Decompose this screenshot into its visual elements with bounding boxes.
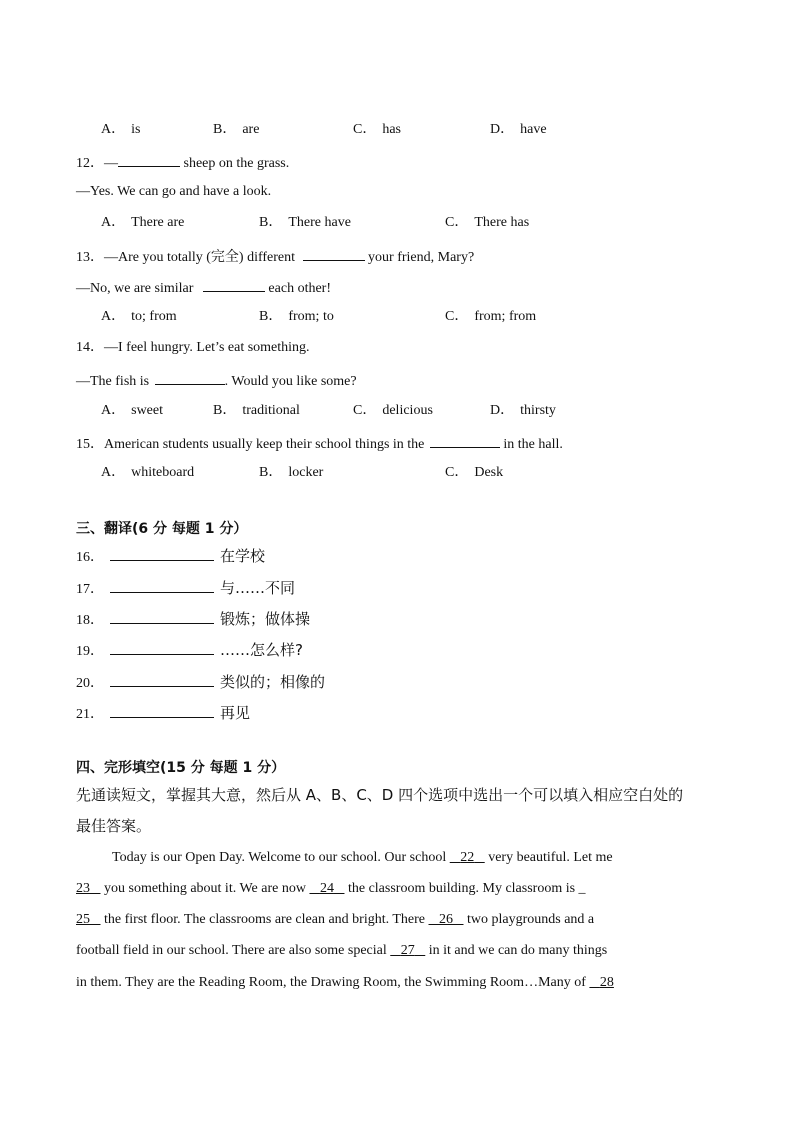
q12-prompt: 12．— sheep on the grass. — [76, 152, 289, 173]
cloze-blank-25: 25 — [76, 912, 90, 927]
option-a: A． is — [101, 122, 141, 137]
answer-blank — [203, 277, 265, 292]
option-a: A． There are — [101, 215, 185, 230]
section-4-title: 四、完形填空(15 分 每题 1 分） — [76, 760, 286, 776]
passage-line: 23 you something about it. We are now 24 the classroom building. My classroom is _ — [76, 881, 586, 896]
option-b: B． There have — [259, 215, 351, 230]
instruction-line: 先通读短文，掌握其大意，然后从 A、B、C、D 四个选项中选出一个可以填入相应空白处的 — [76, 786, 684, 804]
answer-blank — [110, 609, 214, 624]
option-a: A． to; from — [101, 309, 177, 324]
q12-reply: —Yes. We can go and have a look. — [76, 184, 272, 199]
q13-options — [101, 308, 536, 326]
q15-options — [101, 464, 503, 482]
question-number: 12． — [76, 156, 104, 171]
answer-blank — [118, 152, 180, 167]
q12-options — [101, 214, 529, 232]
option-c: C． has — [353, 122, 402, 137]
question-number: 13． — [76, 250, 104, 265]
option-c: C． There has — [445, 215, 530, 230]
option-d: D． thirsty — [490, 403, 556, 418]
option-a: A． sweet — [101, 403, 164, 418]
translation-item: 19． ……怎么样? — [76, 641, 303, 659]
answer-blank — [303, 246, 365, 261]
q14-prompt: 14．—I feel hungry. Let’s eat something. — [76, 340, 310, 355]
translation-item: 16． 在学校 — [76, 547, 266, 565]
q14-reply: —The fish is . Would you like some? — [76, 370, 357, 391]
answer-blank — [110, 672, 214, 687]
option-c: C． Desk — [445, 465, 504, 480]
passage-line: 25 the first floor. The classrooms are clean and bright. There 26 two playgrounds and a — [76, 912, 595, 927]
answer-blank — [155, 370, 225, 385]
q13-prompt: 13．—Are you totally (完全) different your friend, Mary? — [76, 246, 474, 267]
answer-blank — [110, 640, 214, 655]
translation-item: 20． 类似的；相像的 — [76, 673, 326, 691]
option-a: A． whiteboard — [101, 465, 195, 480]
translation-item: 17． 与……不同 — [76, 579, 296, 597]
passage-line: football field in our school. There are also some special 27 in it and we can do many things — [76, 943, 608, 958]
passage-line: Today is our Open Day. Welcome to our school. Our school 22 very beautiful. Let me — [112, 850, 613, 865]
answer-blank — [110, 703, 214, 718]
instruction-line: 最佳答案。 — [76, 817, 152, 835]
option-b: B． are — [213, 122, 260, 137]
option-c: C． from; from — [445, 309, 537, 324]
answer-blank — [110, 578, 214, 593]
cloze-blank-26: 26 — [439, 912, 453, 927]
q15-prompt: 15．American students usually keep their school things in the in the hall. — [76, 433, 563, 454]
passage-line: in them. They are the Reading Room, the Drawing Room, the Swimming Room…Many of 28 — [76, 975, 614, 990]
cloze-blank-24: 24 — [319, 881, 334, 896]
option-b: B． locker — [259, 465, 324, 480]
option-b: B． from; to — [259, 309, 334, 324]
q14-options — [101, 402, 556, 420]
q11-options — [101, 121, 547, 139]
option-c: C． delicious — [353, 403, 433, 418]
question-number: 15． — [76, 437, 104, 452]
answer-blank — [110, 546, 214, 561]
q13-reply: —No, we are similar each other! — [76, 277, 331, 298]
translation-item: 21． 再见 — [76, 704, 251, 722]
cloze-blank-27: 27 — [400, 943, 415, 958]
option-d: D． have — [490, 122, 547, 137]
option-b: B． traditional — [213, 403, 300, 418]
cloze-blank-23: 23 — [76, 881, 90, 896]
answer-blank — [430, 433, 500, 448]
section-3-title: 三、翻译(6 分 每题 1 分） — [76, 521, 248, 537]
cloze-blank-22: 22 — [460, 850, 475, 865]
cloze-blank-28: 28 — [599, 975, 614, 990]
translation-item: 18． 锻炼；做体操 — [76, 610, 311, 628]
question-number: 14． — [76, 340, 104, 355]
